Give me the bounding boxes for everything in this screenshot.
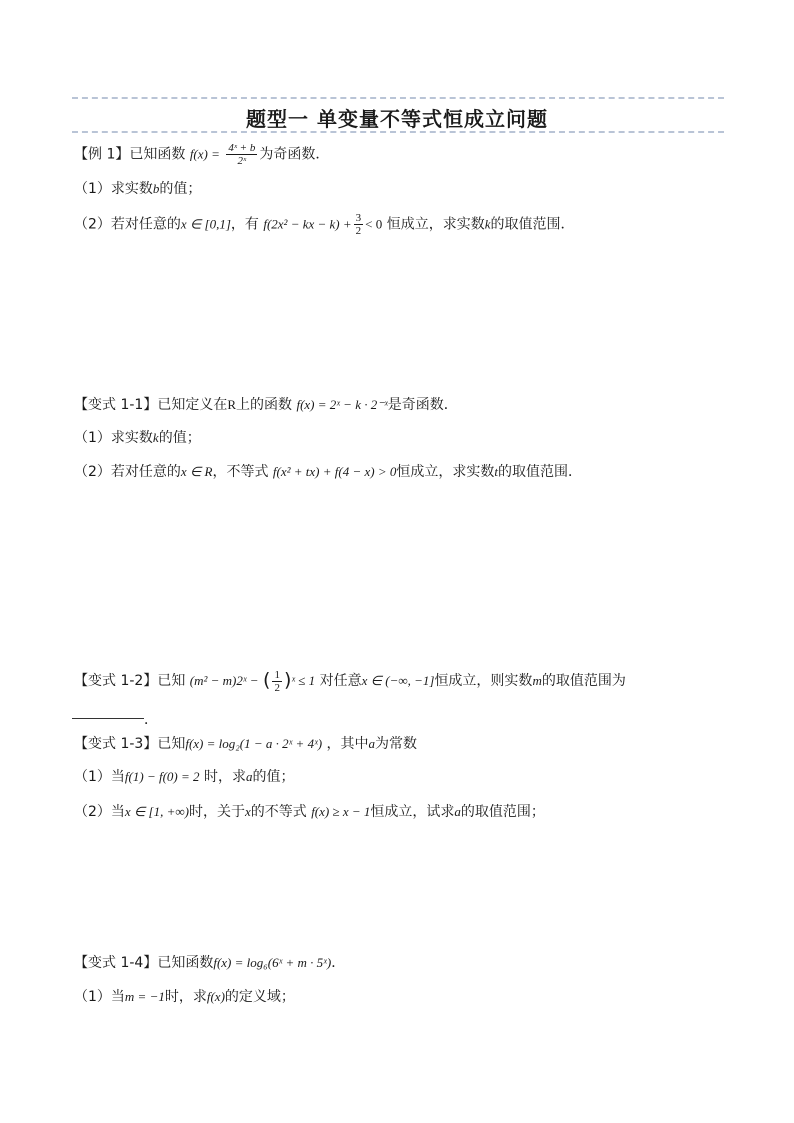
example-1-function: f(x) = [189, 146, 220, 162]
example-1-tail: 为奇函数． [259, 146, 330, 163]
variant-1-2-statement: 【变式 1-2】已知 (m² − m)2ˣ − ( $\frac{1}{2}$ )ˣ ≤ 1 对任意x ∈ (−∞, −1]恒成立，则实数m的取值范围为 [74, 668, 626, 694]
example-1-lead: 【例 1】已知函数 [74, 146, 186, 163]
blank-end: ． [144, 712, 158, 728]
example-1-fraction: $\frac{\text{4ˣ + b}}{\text{2ˣ}}$ [228, 142, 256, 167]
variant-1-4-question-1: （1）当m = −1时，求f(x)的定义域； [74, 989, 295, 1005]
variant-1-1-statement: 【变式 1-1】已知定义在R上的函数 f(x) = 2ˣ − k · 2⁻ˣ是奇函数． [74, 397, 458, 413]
section-title: 题型一 单变量不等式恒成立问题 [246, 107, 548, 131]
example-1-question-1: （1）求实数b的值； [74, 181, 202, 197]
variant-1-1-question-2: （2）若对任意的x ∈ R，不等式 f(x² + tx) + f(4 − x) > 0恒成立，求实数t的取值范围． [74, 464, 582, 480]
example-1-statement [74, 142, 329, 167]
title-divider-bottom [72, 131, 724, 133]
variant-1-3-question-1: （1）当f(1) − f(0) = 2 时，求a的值； [74, 769, 295, 785]
variant-1-3-statement: 【变式 1-3】已知f(x) = log₂(1 − a · 2ˣ + 4ˣ) ，其中a为常数 [74, 736, 418, 752]
answer-blank [72, 718, 144, 719]
title-divider-top [72, 97, 724, 99]
variant-1-4-statement: 【变式 1-4】已知函数f(x) = log₆(6ˣ + m · 5ˣ)． [74, 955, 346, 971]
example-1-question-2: （2）若对任意的x ∈ [0,1]，有 f(2x² − kx − k) + $\frac{3}{2}$ < 0 恒成立，求实数k的取值范围． [74, 212, 575, 237]
variant-1-1-question-1: （1）求实数k的值； [74, 430, 201, 446]
variant-1-3-question-2: （2）当x ∈ [1, +∞)时，关于x的不等式 f(x) ≥ x − 1恒成立，试求a的取值范围； [74, 804, 545, 820]
